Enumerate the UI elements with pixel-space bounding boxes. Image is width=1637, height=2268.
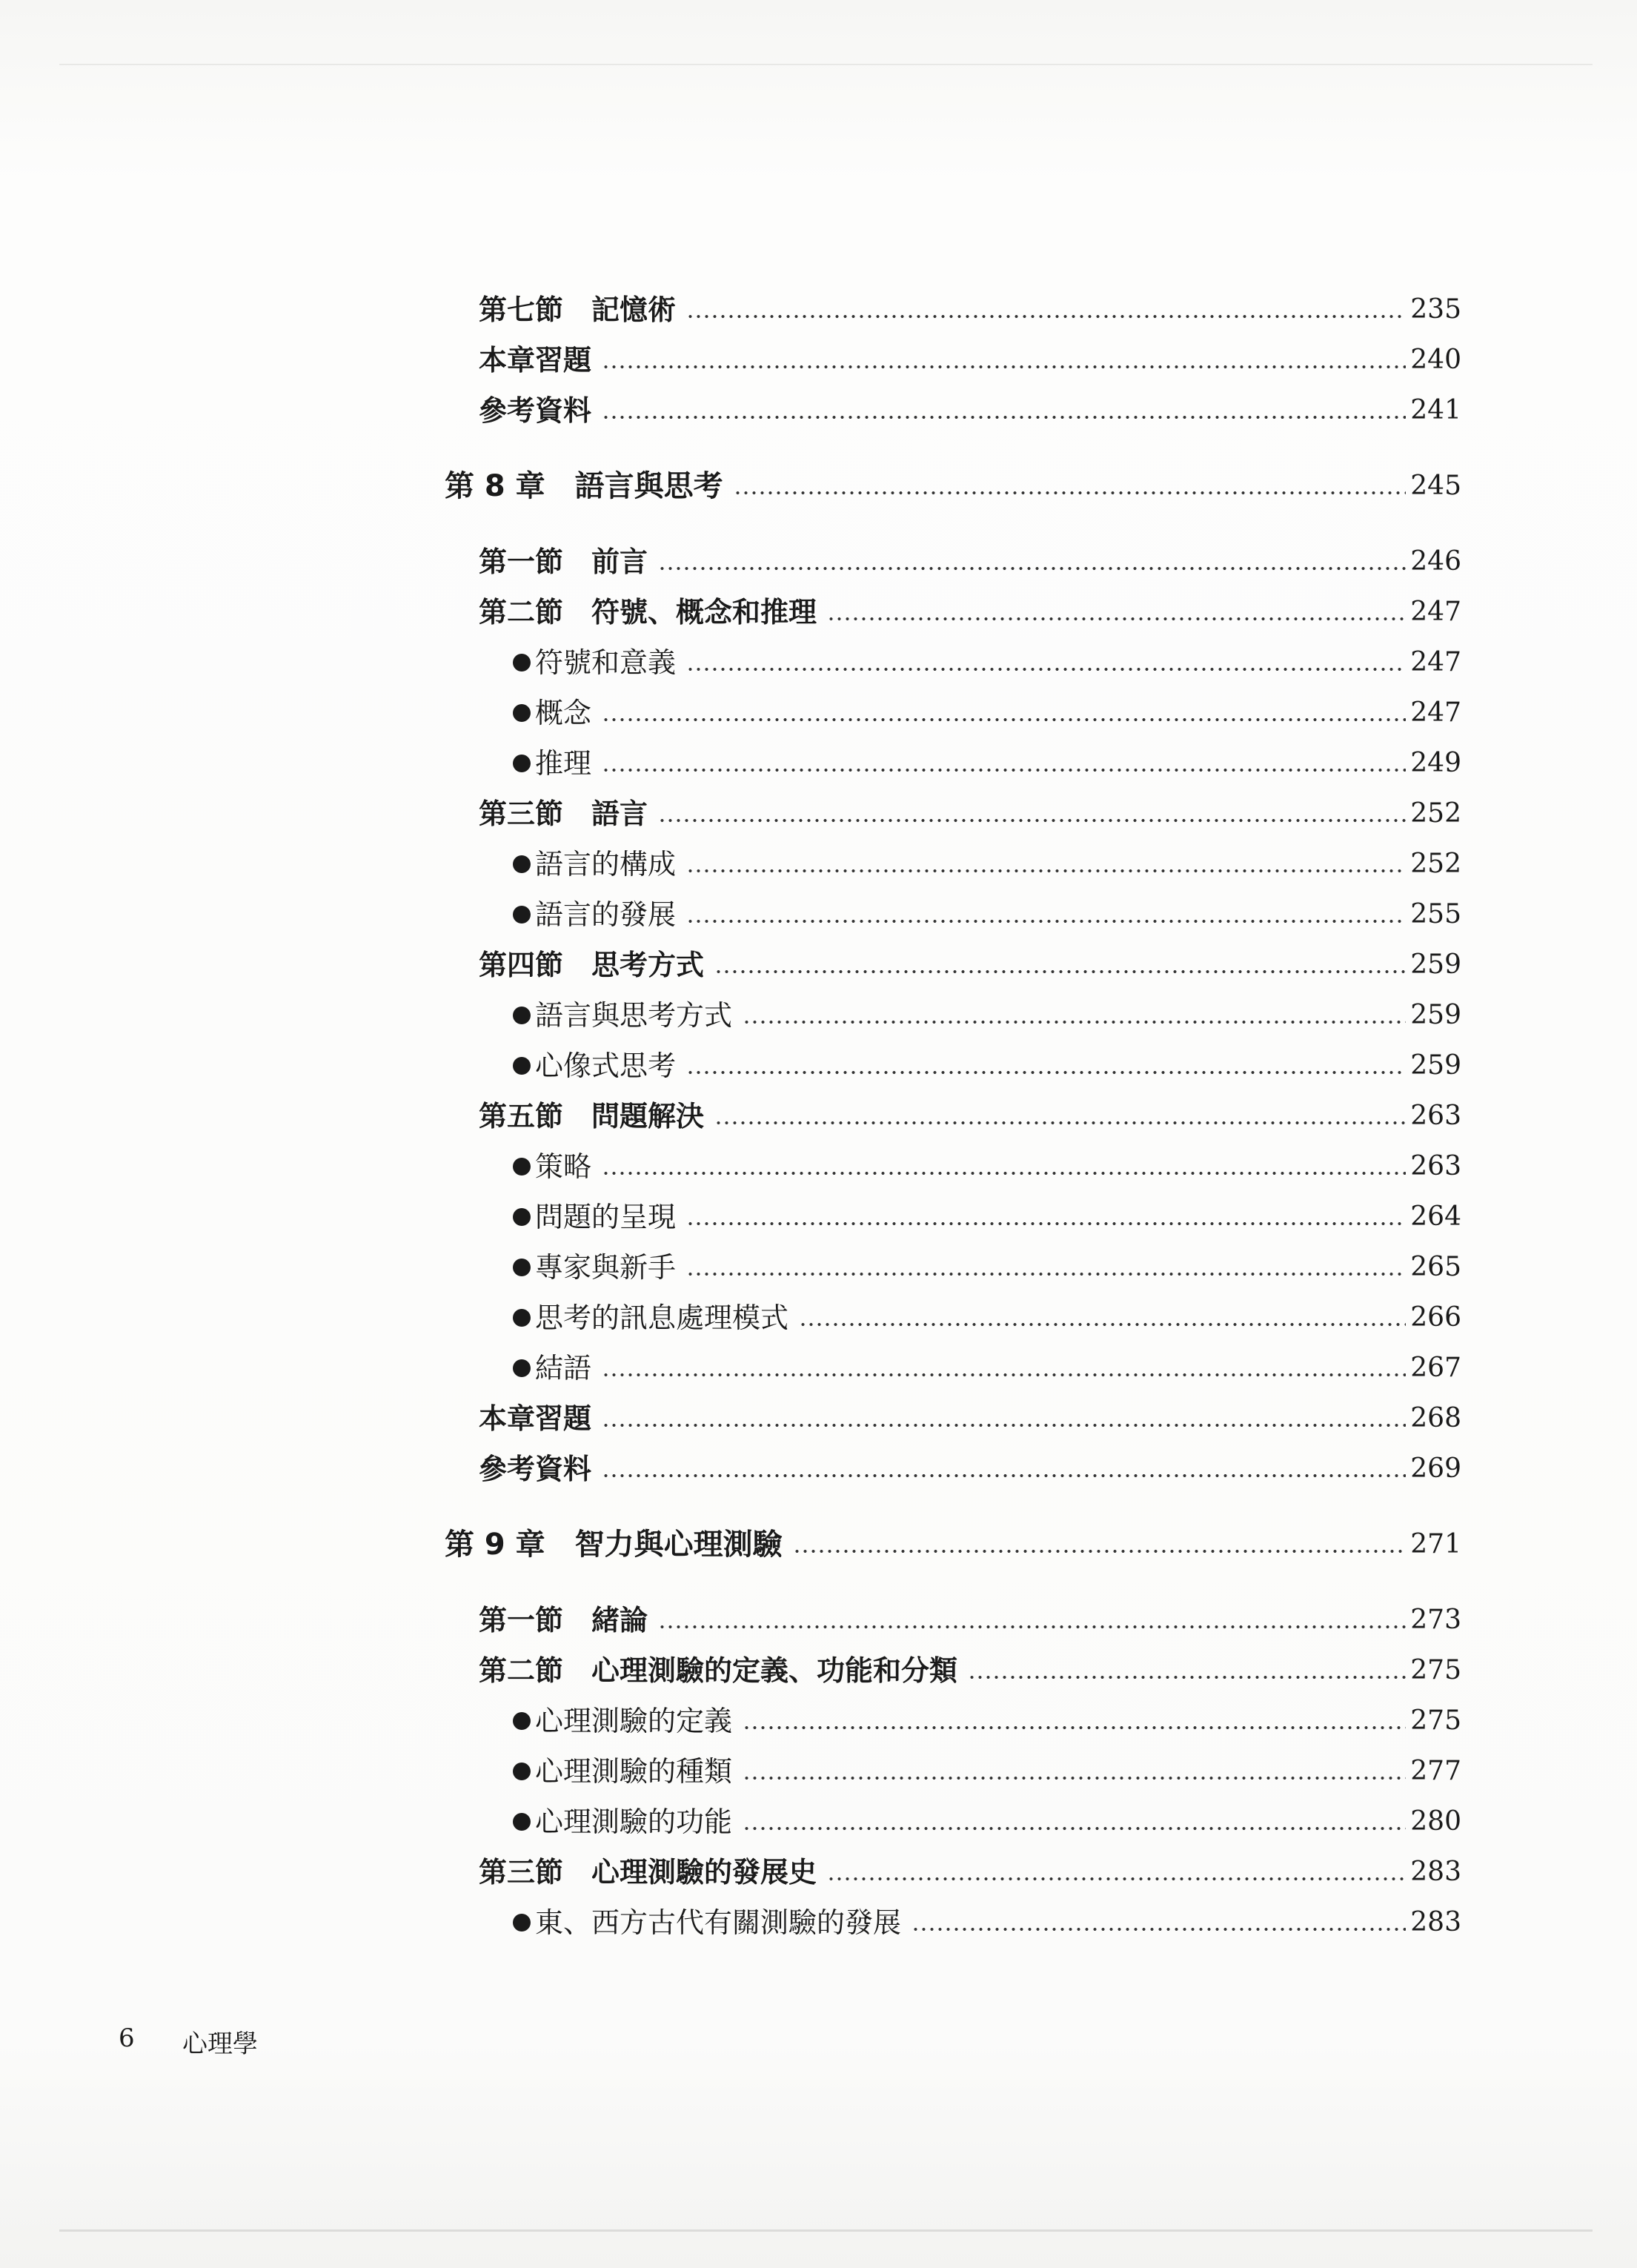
- toc-chapter: [445, 1524, 1461, 1565]
- toc-item: [445, 692, 1461, 734]
- toc-section: [445, 1398, 1461, 1439]
- page-bottom-edge: [59, 2229, 1593, 2232]
- dot-leader: [743, 1020, 1406, 1024]
- dot-leader: [827, 617, 1406, 621]
- dot-leader: [602, 768, 1406, 772]
- toc-entry-text: 推理: [535, 747, 592, 780]
- toc-page-number: 259: [1410, 949, 1461, 980]
- toc-entry-text: 第二節 心理測驗的定義、功能和分類: [479, 1654, 958, 1687]
- toc-entry-title: [445, 1902, 901, 1943]
- toc-entry-text: 專家與新手: [535, 1251, 677, 1284]
- bullet-icon: [513, 1914, 531, 1932]
- bullet-icon: [513, 755, 531, 772]
- toc-entry-title: [445, 1700, 732, 1742]
- dot-leader: [686, 1070, 1406, 1075]
- bullet-icon: [513, 1259, 531, 1276]
- toc-entry-title: [445, 642, 676, 683]
- toc-entry-text: 本章習題: [479, 344, 592, 377]
- toc-item: [445, 1347, 1461, 1389]
- toc-page-number: 263: [1410, 1151, 1461, 1181]
- toc-entry-text: 第一節 緒論: [479, 1604, 648, 1637]
- bullet-icon: [513, 855, 531, 873]
- toc-section: [445, 793, 1461, 835]
- toc-item: [445, 1751, 1461, 1792]
- toc-entry-title: [445, 1851, 817, 1893]
- toc-entry-title: [445, 1448, 591, 1490]
- toc-entry-title: [445, 1524, 783, 1565]
- toc-page-number: 255: [1410, 899, 1461, 929]
- toc-section: [445, 289, 1461, 331]
- dot-leader: [602, 1171, 1406, 1176]
- dot-leader: [658, 818, 1406, 823]
- dot-leader: [602, 1373, 1406, 1377]
- bullet-icon: [513, 906, 531, 924]
- bullet-icon: [513, 1763, 531, 1780]
- dot-leader: [734, 491, 1407, 495]
- toc-page-number: 264: [1410, 1201, 1461, 1232]
- toc-entry-text: 第四節 思考方式: [479, 949, 705, 981]
- toc-entry-text: 參考資料: [479, 1453, 592, 1485]
- toc-entry-title: [445, 591, 817, 633]
- toc-entry-title: [445, 1398, 591, 1439]
- toc-entry-title: [445, 390, 591, 431]
- toc-entry-text: 問題的呈現: [535, 1201, 677, 1233]
- toc-page-number: 252: [1410, 798, 1461, 829]
- dot-leader: [743, 1826, 1406, 1831]
- dot-leader: [686, 869, 1406, 873]
- toc-section: [445, 339, 1461, 381]
- toc-page-number: 267: [1410, 1353, 1461, 1383]
- dot-leader: [602, 415, 1406, 420]
- toc-section: [445, 390, 1461, 431]
- toc-entry-text: 參考資料: [479, 394, 592, 427]
- toc-page-number: 259: [1410, 1050, 1461, 1081]
- bullet-icon: [513, 704, 531, 722]
- toc-entry-text: 結語: [535, 1352, 592, 1385]
- toc-entry-title: [445, 1045, 676, 1087]
- toc-page-number: 263: [1410, 1101, 1461, 1131]
- toc-page-number: 280: [1410, 1806, 1461, 1837]
- toc-entry-title: [445, 944, 704, 986]
- toc-section: [445, 1650, 1461, 1691]
- toc-entry-title: [445, 1146, 591, 1187]
- toc-entry-text: 概念: [535, 697, 592, 729]
- toc-item: [445, 642, 1461, 683]
- toc-entry-text: 心理測驗的定義: [535, 1705, 733, 1737]
- footer-page-number: 6: [119, 2023, 135, 2053]
- toc-item: [445, 1146, 1461, 1187]
- toc-page-number: 241: [1410, 395, 1461, 425]
- toc-entry-title: [445, 894, 676, 935]
- bullet-icon: [513, 1208, 531, 1226]
- toc-entry-title: [445, 843, 676, 885]
- toc-entry-title: [445, 1095, 704, 1137]
- toc-page-number: 283: [1410, 1857, 1461, 1887]
- toc-item: [445, 1801, 1461, 1843]
- dot-leader: [743, 1776, 1406, 1780]
- toc-page-number: 247: [1410, 647, 1461, 677]
- dot-leader: [714, 1121, 1406, 1125]
- bullet-icon: [513, 1712, 531, 1730]
- toc-item: [445, 1700, 1461, 1742]
- toc-entry-title: [445, 465, 723, 507]
- toc-entry-title: [445, 1599, 648, 1641]
- toc-entry-title: [445, 692, 591, 734]
- toc-page-number: 240: [1410, 345, 1461, 375]
- bullet-icon: [513, 1309, 531, 1327]
- toc-section: [445, 1599, 1461, 1641]
- dot-leader: [968, 1675, 1406, 1680]
- toc-entry-text: 心像式思考: [535, 1050, 677, 1082]
- dot-leader: [743, 1725, 1406, 1730]
- toc-section: [445, 541, 1461, 583]
- toc-entry-title: [445, 793, 648, 835]
- toc-entry-text: 心理測驗的功能: [535, 1806, 733, 1838]
- bullet-icon: [513, 1813, 531, 1831]
- toc-item: [445, 743, 1461, 784]
- toc-section: [445, 1448, 1461, 1490]
- toc-item: [445, 843, 1461, 885]
- toc-entry-title: [445, 1751, 732, 1792]
- toc-page-number: 245: [1410, 471, 1461, 501]
- toc-entry-text: 第五節 問題解決: [479, 1100, 705, 1133]
- dot-leader: [714, 969, 1406, 974]
- toc-page-number: 283: [1410, 1907, 1461, 1937]
- toc-page-number: 269: [1410, 1453, 1461, 1484]
- toc-entry-text: 第七節 記憶術: [479, 294, 677, 326]
- toc-section: [445, 591, 1461, 633]
- toc-page-number: 246: [1410, 546, 1461, 577]
- toc-entry-text: 語言的發展: [535, 898, 677, 931]
- bullet-icon: [513, 1158, 531, 1176]
- toc-item: [445, 995, 1461, 1036]
- toc-item: [445, 894, 1461, 935]
- toc-section: [445, 944, 1461, 986]
- toc-entry-title: [445, 1801, 732, 1843]
- toc-page-number: 247: [1410, 597, 1461, 627]
- dot-leader: [827, 1877, 1406, 1881]
- toc-entry-text: 東、西方古代有關測驗的發展: [535, 1906, 902, 1939]
- toc-page-number: 259: [1410, 1000, 1461, 1030]
- toc-item: [445, 1196, 1461, 1238]
- toc-entry-title: [445, 1247, 676, 1288]
- toc-section: [445, 1095, 1461, 1137]
- dot-leader: [686, 314, 1406, 319]
- toc-page-number: 268: [1410, 1403, 1461, 1433]
- dot-leader: [602, 1473, 1406, 1478]
- dot-leader: [602, 365, 1406, 369]
- toc-page-number: 252: [1410, 849, 1461, 879]
- toc-entry-title: [445, 1347, 591, 1389]
- toc-entry-text: 策略: [535, 1150, 592, 1183]
- dot-leader: [686, 1272, 1406, 1276]
- bullet-icon: [513, 1359, 531, 1377]
- toc-entry-text: 心理測驗的種類: [535, 1755, 733, 1788]
- dot-leader: [658, 1625, 1406, 1629]
- bullet-icon: [513, 1007, 531, 1024]
- dot-leader: [602, 1423, 1406, 1428]
- toc-item: [445, 1297, 1461, 1339]
- toc-entry-text: 本章習題: [479, 1402, 592, 1435]
- toc-entry-text: 第 8 章 語言與思考: [445, 469, 723, 503]
- toc-entry-title: [445, 995, 732, 1036]
- toc-item: [445, 1247, 1461, 1288]
- toc-page-number: 273: [1410, 1605, 1461, 1635]
- toc-page-number: 275: [1410, 1705, 1461, 1736]
- page-top-edge: [59, 64, 1593, 65]
- toc-entry-title: [445, 541, 648, 583]
- dot-leader: [686, 919, 1406, 924]
- footer-book-title: 心理學: [182, 2029, 258, 2059]
- toc-entry-text: 符號和意義: [535, 646, 677, 679]
- toc-section: [445, 1851, 1461, 1893]
- toc-entry-title: [445, 339, 591, 381]
- dot-leader: [602, 717, 1406, 722]
- toc-entry-title: [445, 1297, 788, 1339]
- toc-entry-text: 第一節 前言: [479, 546, 648, 578]
- toc-entry-text: 第三節 心理測驗的發展史: [479, 1856, 817, 1889]
- toc-page-number: 249: [1410, 748, 1461, 778]
- toc-page-number: 275: [1410, 1655, 1461, 1685]
- dot-leader: [793, 1549, 1407, 1554]
- dot-leader: [686, 1221, 1406, 1226]
- dot-leader: [912, 1927, 1406, 1932]
- dot-leader: [799, 1322, 1406, 1327]
- toc-entry-text: 語言與思考方式: [535, 999, 733, 1032]
- toc-entry-text: 第二節 符號、概念和推理: [479, 596, 817, 629]
- dot-leader: [686, 667, 1406, 672]
- toc-item: [445, 1045, 1461, 1087]
- toc-entry-title: [445, 743, 591, 784]
- toc-entry-title: [445, 289, 676, 331]
- bullet-icon: [513, 1057, 531, 1075]
- toc-entry-text: 思考的訊息處理模式: [535, 1302, 789, 1334]
- toc-page-number: 266: [1410, 1302, 1461, 1333]
- toc-item: [445, 1902, 1461, 1943]
- toc-entry-text: 語言的構成: [535, 848, 677, 881]
- dot-leader: [658, 566, 1406, 571]
- toc-page-number: 247: [1410, 697, 1461, 728]
- bullet-icon: [513, 654, 531, 672]
- toc-entry-text: 第三節 語言: [479, 798, 648, 830]
- toc-entry-title: [445, 1650, 957, 1691]
- toc-page-number: 265: [1410, 1252, 1461, 1282]
- toc-page-number: 235: [1410, 294, 1461, 325]
- toc-entry-title: [445, 1196, 676, 1238]
- toc-chapter: [445, 465, 1461, 507]
- toc-entry-text: 第 9 章 智力與心理測驗: [445, 1528, 783, 1562]
- toc-page-number: 277: [1410, 1756, 1461, 1786]
- toc-page-number: 271: [1410, 1529, 1461, 1559]
